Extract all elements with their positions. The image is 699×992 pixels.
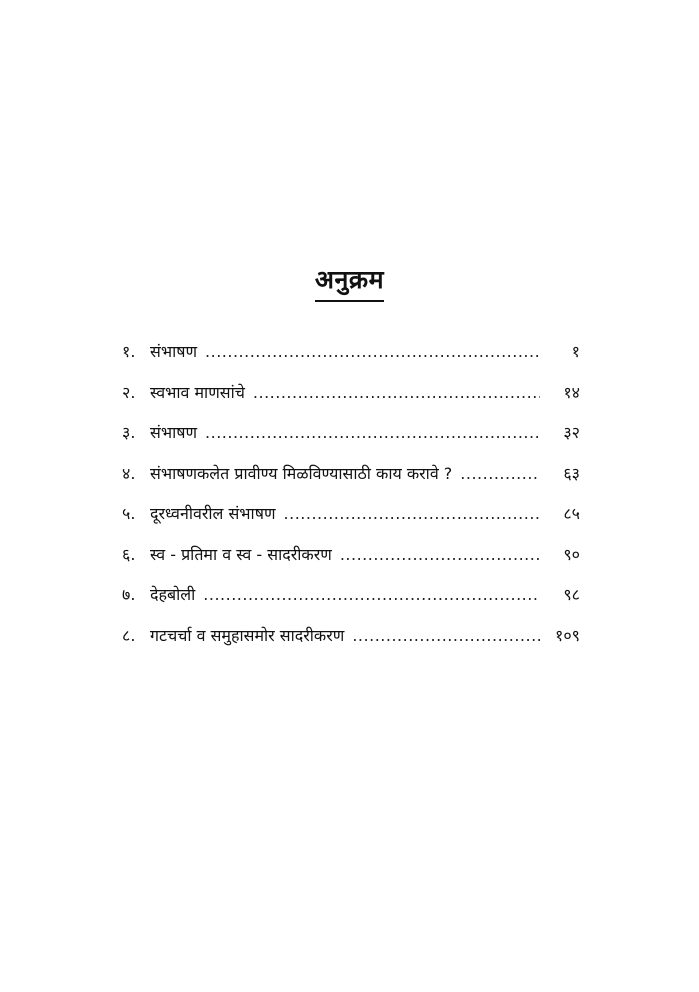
toc-entry-number: ८. xyxy=(122,625,136,645)
toc-entry-page: ६३ xyxy=(563,463,580,483)
dot-leader xyxy=(340,545,540,564)
title-block xyxy=(0,262,699,302)
toc-entry xyxy=(122,462,580,503)
toc-entry-number: ३. xyxy=(122,423,136,442)
toc-entry-title: संभाषण xyxy=(150,423,198,442)
toc-entry-page: ९८ xyxy=(563,585,580,604)
dot-leader xyxy=(352,626,540,645)
dot-leader xyxy=(205,342,540,361)
toc-entry-title: संभाषण xyxy=(150,342,198,361)
dot-leader xyxy=(284,504,540,523)
toc-entry-number: ५. xyxy=(122,504,136,523)
dot-leader xyxy=(205,423,540,442)
toc-entry-title: स्वभाव माणसांचे xyxy=(150,382,245,402)
toc-entry-title: देहबोली xyxy=(150,585,196,604)
toc-entry xyxy=(122,543,580,584)
toc-entry-page: १०९ xyxy=(555,625,580,645)
toc-entry-number: १. xyxy=(122,342,136,361)
toc-entry-number: ७. xyxy=(122,585,136,604)
toc-entry-title: दूरध्वनीवरील संभाषण xyxy=(150,504,276,523)
toc-entry-page: १ xyxy=(571,342,580,361)
toc-entry-title: गटचर्चा व समुहासमोर सादरीकरण xyxy=(150,625,345,645)
toc-entry-number: २. xyxy=(122,382,136,402)
dot-leader xyxy=(253,383,540,402)
toc-entry-number: ४. xyxy=(122,463,136,483)
toc-entry-title: संभाषणकलेत प्रावीण्य मिळविण्यासाठी काय करावे ? xyxy=(150,463,453,483)
toc-entry-title: स्व - प्रतिमा व स्व - सादरीकरण xyxy=(150,544,332,564)
toc-entry xyxy=(122,502,580,543)
dot-leader xyxy=(203,585,540,604)
toc-entry xyxy=(122,381,580,422)
toc-entry-page: ९० xyxy=(563,544,580,564)
dot-leader xyxy=(460,464,540,483)
toc-entry xyxy=(122,583,580,624)
toc-entry-page: ३२ xyxy=(563,423,580,442)
toc-entry-number: ६. xyxy=(122,544,136,564)
table-of-contents xyxy=(122,340,580,664)
toc-entry xyxy=(122,624,580,665)
page-title: अनुक्रम xyxy=(315,262,384,302)
toc-entry xyxy=(122,421,580,462)
toc-entry-page: ८५ xyxy=(563,504,580,523)
toc-entry xyxy=(122,340,580,381)
toc-entry-page: १४ xyxy=(563,382,580,402)
